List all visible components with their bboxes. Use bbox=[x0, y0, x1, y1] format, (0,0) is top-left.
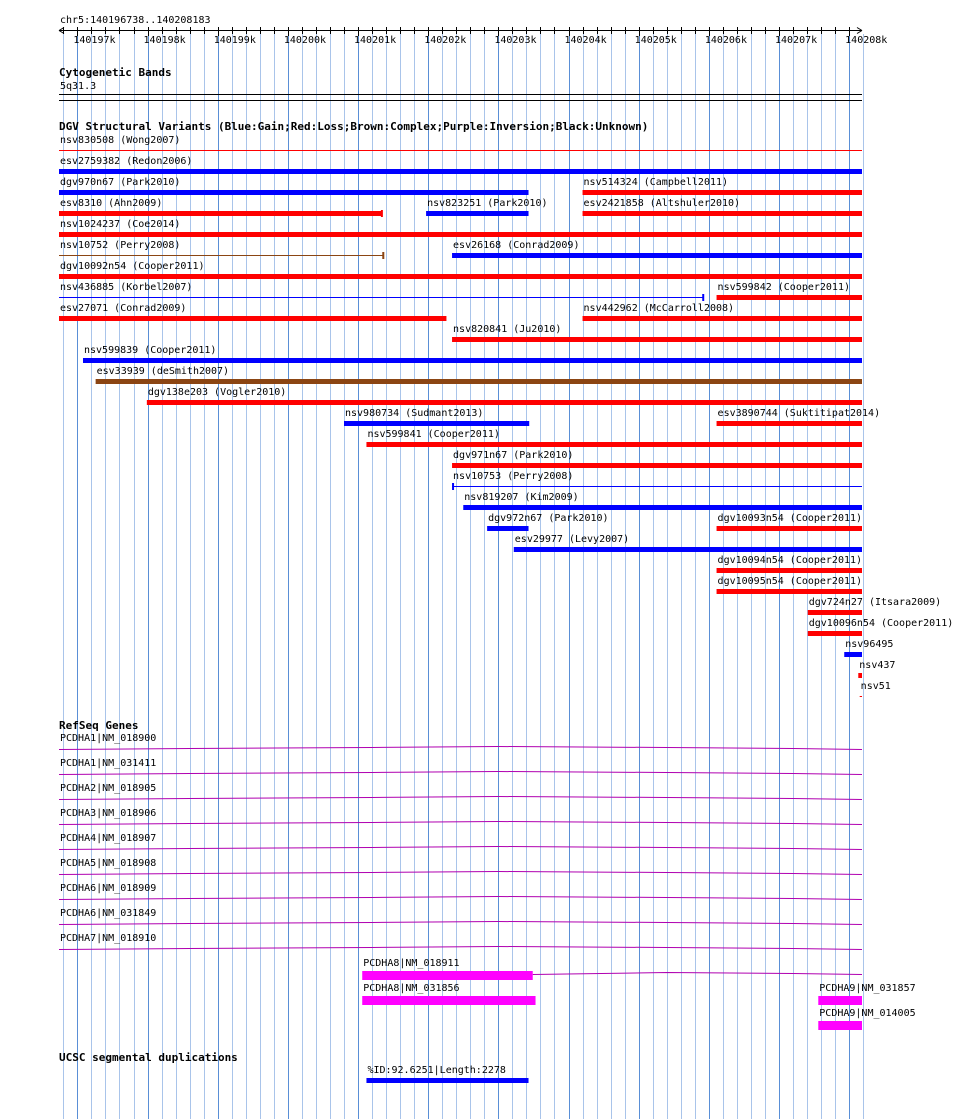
dgv-variant-label[interactable]: dgv10092n54 (Cooper2011) bbox=[60, 261, 205, 272]
dgv-variant-label[interactable]: dgv971n67 (Park2010) bbox=[453, 450, 574, 461]
dgv-variant-label[interactable]: nsv442962 (McCarroll2008) bbox=[583, 303, 735, 314]
dgv-variant-label[interactable]: nsv514324 (Campbell2011) bbox=[583, 177, 729, 188]
ruler-tick-label: 140198k bbox=[143, 35, 186, 46]
refseq-gene-label[interactable]: PCDHA8|NM_018911 bbox=[363, 958, 460, 969]
dgv-variant-label[interactable]: nsv599842 (Cooper2011) bbox=[717, 282, 850, 293]
refseq-gene-label[interactable]: PCDHA2|NM_018905 bbox=[60, 783, 157, 794]
ruler-range-label: chr5:140196738..140208183 bbox=[60, 15, 211, 26]
ruler-tick-label: 140203k bbox=[494, 35, 537, 46]
refseq-gene-label[interactable]: PCDHA7|NM_018910 bbox=[60, 933, 157, 944]
dgv-variant-label[interactable]: nsv51 bbox=[860, 681, 891, 692]
refseq-gene-label[interactable]: PCDHA1|NM_031411 bbox=[60, 758, 157, 769]
dgv-variant-label[interactable]: esv2421858 (Altshuler2010) bbox=[583, 198, 741, 209]
cytoband-label[interactable]: 5q31.3 bbox=[60, 81, 97, 92]
refseq-gene-label[interactable]: PCDHA9|NM_031857 bbox=[819, 983, 916, 994]
dgv-variant-label[interactable]: dgv10095n54 (Cooper2011) bbox=[717, 576, 863, 587]
dgv-variant-label[interactable]: esv3890744 (Suktitipat2014) bbox=[717, 408, 881, 419]
dgv-variant-label[interactable]: esv2759382 (Redon2006) bbox=[60, 156, 193, 167]
ruler-tick-label: 140208k bbox=[845, 35, 888, 46]
cytoband-section-title: Cytogenetic Bands bbox=[59, 66, 172, 79]
dgv-variant-label[interactable]: nsv819207 (Kim2009) bbox=[464, 492, 579, 503]
dgv-variant-label[interactable]: esv33939 (deSmith2007) bbox=[96, 366, 230, 377]
ruler-tick-label: 140202k bbox=[424, 35, 467, 46]
ruler-tick-label: 140206k bbox=[704, 35, 747, 46]
refseq-gene-label[interactable]: PCDHA1|NM_018900 bbox=[60, 733, 157, 744]
ruler-tick-label: 140197k bbox=[73, 35, 116, 46]
dgv-section-title: DGV Structural Variants (Blue:Gain;Red:Loss;Brown:Complex;Purple:Inversion;Black:Unknown) bbox=[59, 120, 649, 133]
dgv-variant-label[interactable]: nsv980734 (Sudmant2013) bbox=[344, 408, 484, 419]
refseq-gene-label[interactable]: PCDHA6|NM_018909 bbox=[60, 883, 157, 894]
dgv-variant-label[interactable]: nsv820841 (Ju2010) bbox=[453, 324, 562, 335]
dgv-variant-label[interactable]: dgv10096n54 (Cooper2011) bbox=[808, 618, 953, 629]
dgv-variant-label[interactable]: nsv599841 (Cooper2011) bbox=[367, 429, 500, 440]
ruler-tick-label: 140207k bbox=[774, 35, 818, 46]
dgv-variant-label[interactable]: nsv823251 (Park2010) bbox=[427, 198, 548, 209]
dgv-variant-label[interactable]: nsv599839 (Cooper2011) bbox=[83, 345, 217, 356]
dgv-variant-label[interactable]: nsv96495 bbox=[845, 639, 894, 650]
ruler-tick-label: 140199k bbox=[213, 35, 256, 46]
segdup-section-title: UCSC segmental duplications bbox=[59, 1051, 238, 1064]
dgv-variant-label[interactable]: esv29977 (Levy2007) bbox=[514, 534, 630, 545]
refseq-gene-label[interactable]: PCDHA8|NM_031856 bbox=[363, 983, 460, 994]
refseq-gene-label[interactable]: PCDHA9|NM_014005 bbox=[819, 1008, 916, 1019]
dgv-variant-label[interactable]: dgv970n67 (Park2010) bbox=[60, 177, 181, 188]
dgv-variant-label[interactable]: dgv972n67 (Park2010) bbox=[488, 513, 609, 524]
dgv-variant-label[interactable]: dgv10094n54 (Cooper2011) bbox=[717, 555, 863, 566]
dgv-variant-label[interactable]: dgv138e203 (Vogler2010) bbox=[147, 387, 287, 398]
dgv-variant-label[interactable]: nsv10752 (Perry2008) bbox=[60, 240, 181, 251]
ruler-tick-label: 140204k bbox=[564, 35, 607, 46]
dgv-variant-label[interactable]: nsv436885 (Korbel2007) bbox=[60, 282, 193, 293]
dgv-variant-label[interactable]: nsv10753 (Perry2008) bbox=[453, 471, 574, 482]
dgv-variant-label[interactable]: dgv724n27 (Itsara2009) bbox=[808, 597, 942, 608]
dgv-variant-label[interactable]: esv26168 (Conrad2009) bbox=[453, 240, 580, 251]
ruler-tick-label: 140201k bbox=[354, 35, 397, 46]
dgv-variant-label[interactable]: dgv10093n54 (Cooper2011) bbox=[717, 513, 863, 524]
refseq-gene-label[interactable]: PCDHA5|NM_018908 bbox=[60, 858, 157, 869]
segdup-label[interactable]: %ID:92.6251|Length:2278 bbox=[367, 1065, 506, 1076]
dgv-variant-label[interactable]: nsv437 bbox=[859, 660, 896, 671]
dgv-variant-label[interactable]: nsv1024237 (Coe2014) bbox=[60, 219, 181, 230]
refseq-section-title: RefSeq Genes bbox=[59, 719, 139, 732]
segdup-bar[interactable] bbox=[366, 1078, 528, 1083]
ruler-tick-label: 140205k bbox=[634, 35, 677, 46]
dgv-variant-label[interactable]: esv27071 (Conrad2009) bbox=[60, 303, 187, 314]
ruler-tick-label: 140200k bbox=[283, 35, 327, 46]
dgv-variant-label[interactable]: nsv830508 (Wong2007) bbox=[60, 135, 181, 146]
refseq-gene-label[interactable]: PCDHA6|NM_031849 bbox=[60, 908, 157, 919]
refseq-gene-label[interactable]: PCDHA3|NM_018906 bbox=[60, 808, 157, 819]
refseq-gene-label[interactable]: PCDHA4|NM_018907 bbox=[60, 833, 157, 844]
dgv-variant-label[interactable]: esv8310 (Ahn2009) bbox=[60, 198, 163, 209]
